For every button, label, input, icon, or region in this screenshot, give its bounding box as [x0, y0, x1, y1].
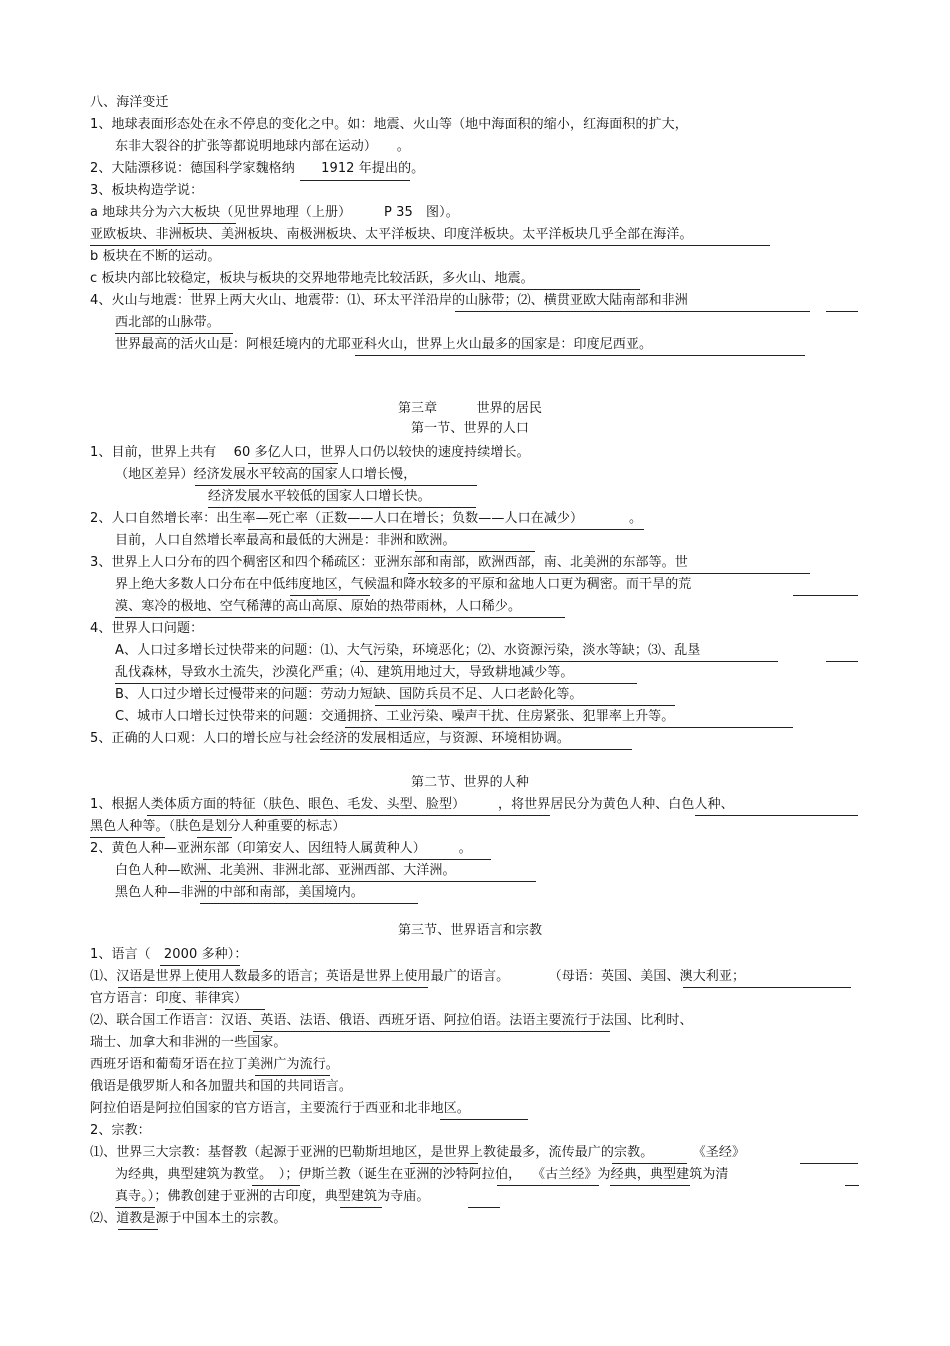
answer-underline	[115, 617, 565, 618]
text-line: 黑色人种—非洲的中部和南部，美国境内。	[115, 885, 364, 900]
answer-underline	[468, 1207, 500, 1208]
answer-underline	[203, 859, 491, 860]
text-line: 1、根据人类体质方面的特征（肤色、眼色、毛发、头型、脸型） ，将世界居民分为黄色人种、白色人种、	[90, 797, 734, 812]
text-line: ⑴、世界三大宗教：基督教（起源于亚洲的巴勒斯坦地区，是世界上教徒最多，流传最广的宗教。 《圣经》	[90, 1145, 746, 1160]
text-line: 3、板块构造学说：	[90, 183, 204, 198]
answer-underline	[118, 1229, 158, 1230]
text-line: 3、世界上人口分布的四个稠密区和四个稀疏区：亚洲东部和南部，欧洲西部，南、北美洲的东部等。世	[90, 555, 688, 570]
answer-underline	[355, 355, 805, 356]
text-line: ⑴、汉语是世界上使用人数最多的语言；英语是世界上使用最广的语言。 （母语：英国、美国、澳大利亚；	[90, 969, 746, 984]
answer-underline	[415, 551, 535, 552]
text-line: B、人口过少增长过慢带来的问题：劳动力短缺、国防兵员不足、人口老龄化等。	[115, 687, 583, 702]
text-line: 2、大陆漂移说：德国科学家魏格纳 1912 年提出的。	[90, 161, 425, 176]
text-line: 乱伐森林，导致水土流失，沙漠化严重；⑷、建筑用地过大，导致耕地减少等。	[115, 665, 574, 680]
text-line: 2、宗教：	[90, 1123, 151, 1138]
answer-underline	[826, 661, 858, 662]
answer-underline	[683, 987, 851, 988]
answer-underline	[252, 1185, 300, 1186]
text-line: 官方语言：印度、菲律宾）	[90, 991, 248, 1006]
text-line: 1、语言（ 2000 多种）：	[90, 947, 248, 962]
text-line: 4、世界人口问题：	[90, 621, 204, 636]
answer-underline	[290, 595, 370, 596]
text-line: （地区差异）经济发展水平较高的国家人口增长慢，	[115, 467, 417, 482]
answer-underline	[165, 1009, 265, 1010]
answer-underline	[188, 289, 640, 290]
text-line: 漠、寒冷的极地、空气稀薄的高山高原、原始的热带雨林，人口稀少。	[115, 599, 522, 614]
answer-underline	[200, 903, 418, 904]
text-line: 2、黄色人种—亚洲东部（印第安人、因纽特人属黄种人） 。	[90, 841, 472, 856]
answer-underline	[90, 837, 165, 838]
text-line: 5、正确的人口观：人口的增长应与社会经济的发展相适应，与资源、环境相协调。	[90, 731, 570, 746]
answer-underline	[248, 463, 338, 464]
answer-underline	[115, 683, 637, 684]
text-line: 俄语是俄罗斯人和各加盟共和国的共同语言。	[90, 1079, 353, 1094]
answer-underline	[160, 965, 240, 966]
answer-underline	[248, 529, 644, 530]
answer-underline	[610, 1185, 690, 1186]
text-line: 西班牙语和葡萄牙语在拉丁美洲广为流行。	[90, 1057, 339, 1072]
answer-underline	[455, 311, 810, 312]
answer-underline	[340, 1207, 382, 1208]
answer-underline	[360, 661, 778, 662]
section-title: 第一节、世界的人口	[411, 421, 529, 436]
text-line: 白色人种—欧洲、北美洲、非洲北部、亚洲西部、大洋洲。	[115, 863, 456, 878]
text-line: 目前，人口自然增长率最高和最低的大洲是：非洲和欧洲。	[115, 533, 456, 548]
answer-underline	[375, 705, 675, 706]
text-line: 黑色人种等。（肤色是划分人种重要的标志）	[90, 819, 346, 834]
text-line: c 板块内部比较稳定，板块与板块的交界地带地壳比较活跃，多火山、地震。	[90, 271, 534, 286]
text-line: 2、人口自然增长率：出生率—死亡率（正数——人口在增长；负数——人口在减少） 。	[90, 511, 643, 526]
answer-underline	[410, 1163, 478, 1164]
answer-underline	[197, 837, 232, 838]
answer-underline	[208, 507, 476, 508]
text-line: 亚欧板块、非洲板块、美洲板块、南极洲板块、太平洋板块、印度洋板块。太平洋板块几乎全部在海洋。	[90, 227, 693, 242]
answer-underline	[695, 815, 858, 816]
answer-underline	[440, 1119, 528, 1120]
answer-underline	[320, 749, 632, 750]
text-line: 经济发展水平较低的国家人口增长快。	[208, 489, 431, 504]
answer-underline	[147, 815, 550, 816]
text-line: 东非大裂谷的扩张等都说明地球内部在运动） 。	[115, 139, 410, 154]
text-line: 1、地球表面形态处在永不停息的变化之中。如：地震、火山等（地中海面积的缩小，红海面积的扩大，	[90, 117, 688, 132]
answer-underline	[793, 595, 858, 596]
answer-underline	[115, 1207, 155, 1208]
answer-underline	[118, 987, 428, 988]
text-line: ⑵、联合国工作语言：汉语、英语、法语、俄语、西班牙语、阿拉伯语。法语主要流行于法国、比利时、	[90, 1013, 693, 1028]
answer-underline	[826, 311, 858, 312]
answer-underline	[300, 180, 410, 181]
chapter-title: 第三章 世界的居民	[397, 401, 543, 416]
text-line: 1、目前，世界上共有 60 多亿人口，世界人口仍以较快的速度持续增长。	[90, 445, 530, 460]
text-line: C、城市人口增长过快带来的问题：交通拥挤、工业污染、噪声干扰、住房紧张、犯罪率上升等。	[115, 709, 675, 724]
answer-underline	[845, 1185, 859, 1186]
answer-underline	[497, 1185, 599, 1186]
text-line: a 地球共分为六大板块（见世界地理（上册） P 35 图）。	[90, 205, 459, 220]
answer-underline	[255, 1075, 330, 1076]
answer-underline	[612, 1163, 687, 1164]
section-title: 第二节、世界的人种	[411, 775, 529, 790]
answer-underline	[90, 245, 770, 246]
answer-underline	[408, 573, 810, 574]
answer-underline	[195, 485, 477, 486]
answer-underline	[178, 223, 236, 224]
text-line: 瑞士、加拿大和非洲的一些国家。	[90, 1035, 287, 1050]
answer-underline	[800, 1163, 858, 1164]
answer-underline	[200, 881, 536, 882]
text-line: ⑵、道教是源于中国本土的宗教。	[90, 1211, 287, 1226]
answer-underline	[253, 1031, 610, 1032]
text-line: b 板块在不断的运动。	[90, 249, 221, 264]
text-line: 世界最高的活火山是：阿根廷境内的尤耶亚科火山，世界上火山最多的国家是：印度尼西亚。	[115, 337, 653, 352]
section-heading: 八、海洋变迁	[90, 95, 169, 110]
answer-underline	[115, 333, 233, 334]
section-title: 第三节、世界语言和宗教	[397, 923, 543, 938]
text-line: 为经典，典型建筑为教堂。 ）；伊斯兰教（诞生在亚洲的沙特阿拉伯， 《古兰经》为经典，典型建筑为清	[115, 1167, 729, 1182]
text-line: 界上绝大多数人口分布在中低纬度地区，气候温和降水较多的平原和盆地人口更为稠密。而干旱的荒	[115, 577, 692, 592]
text-line: A、人口过多增长过快带来的问题：⑴、大气污染，环境恶化；⑵、水资源污染，淡水等缺；⑶、乱垦	[115, 643, 701, 658]
text-line: 西北部的山脉带。	[115, 315, 220, 330]
answer-underline	[345, 727, 793, 728]
text-line: 阿拉伯语是阿拉伯国家的官方语言，主要流行于西亚和北非地区。	[90, 1101, 470, 1116]
text-line: 真寺。）；佛教创建于亚洲的古印度，典型建筑为寺庙。	[115, 1189, 430, 1204]
text-line: 4、火山与地震：世界上两大火山、地震带：⑴、环太平洋沿岸的山脉带；⑵、横贯亚欧大陆南部和非洲	[90, 293, 688, 308]
